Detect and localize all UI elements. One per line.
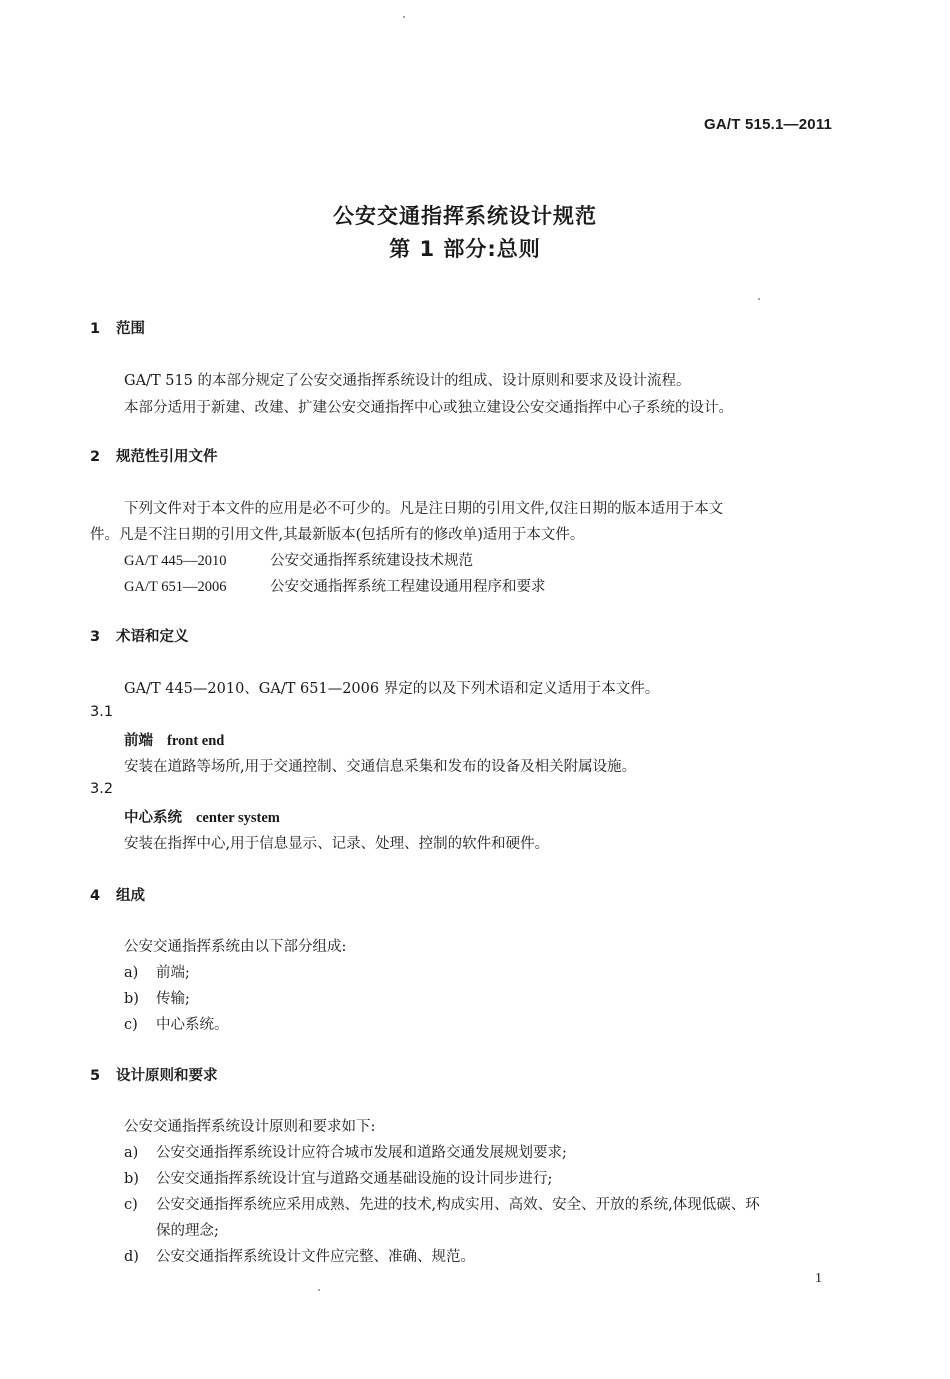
section-heading (90, 317, 145, 338)
list-item (124, 987, 190, 1008)
term-title (124, 729, 224, 750)
list-marker: d) (124, 1249, 139, 1265)
list-text: 公安交通指挥系统设计文件应完整、准确、规范。 (156, 1249, 475, 1265)
term-en: front end (167, 733, 225, 749)
term-zh: 中心系统 (124, 809, 182, 826)
term-definition: 安装在道路等场所,用于交通控制、交通信息采集和发布的设备及相关附属设施。 (124, 759, 637, 775)
paragraph: 本部分适用于新建、改建、扩建公安交通指挥中心或独立建设公安交通指挥中心子系统的设计。 (124, 400, 733, 416)
list-marker: a) (124, 1145, 139, 1161)
section-title: 设计原则和要求 (116, 1068, 218, 1084)
paragraph: 公安交通指挥系统设计原则和要求如下: (124, 1119, 376, 1135)
section-title: 范围 (116, 321, 145, 337)
list-item (124, 1141, 567, 1162)
paragraph: 公安交通指挥系统由以下部分组成: (124, 939, 347, 955)
list-item (124, 1193, 760, 1214)
paragraph: GA/T 445—2010、GA/T 651—2006 界定的以及下列术语和定义适用于本文件。 (124, 681, 660, 697)
section-heading (90, 884, 145, 905)
section-number: 1 (90, 321, 101, 337)
paragraph: GA/T 515 的本部分规定了公安交通指挥系统设计的组成、设计原则和要求及设计流程。 (124, 373, 691, 389)
term-number: 3.2 (90, 781, 114, 797)
list-item (124, 1167, 552, 1188)
list-text: 中心系统。 (156, 1017, 229, 1033)
scan-speck (403, 16, 405, 18)
list-marker: c) (124, 1017, 138, 1033)
list-item (124, 1245, 475, 1266)
standard-number: GA/T 515.1—2011 (704, 116, 833, 133)
list-text: 前端; (156, 965, 190, 981)
scan-speck (758, 298, 760, 300)
list-text: 公安交通指挥系统应采用成熟、先进的技术,构成实用、高效、安全、开放的系统,体现低碳、环 (156, 1197, 760, 1213)
reference-code: GA/T 445—2010 (124, 553, 227, 569)
list-marker: a) (124, 965, 139, 981)
list-text: 公安交通指挥系统设计宜与道路交通基础设施的设计同步进行; (156, 1171, 553, 1187)
section-title: 组成 (116, 888, 145, 904)
list-item (124, 1013, 229, 1034)
paragraph-continuation: 件。凡是不注日期的引用文件,其最新版本(包括所有的修改单)适用于本文件。 (90, 527, 585, 543)
page-number: 1 (815, 1271, 822, 1286)
document-title: 公安交通指挥系统设计规范 (333, 204, 597, 228)
section-title: 术语和定义 (116, 629, 189, 645)
list-item-continuation: 保的理念; (156, 1223, 219, 1239)
reference-title: 公安交通指挥系统建设技术规范 (270, 553, 473, 569)
term-definition: 安装在指挥中心,用于信息显示、记录、处理、控制的软件和硬件。 (124, 836, 550, 852)
reference-item (124, 575, 546, 596)
list-marker: b) (124, 991, 139, 1007)
section-number: 5 (90, 1068, 101, 1084)
scan-speck (318, 1289, 320, 1291)
section-number: 3 (90, 629, 101, 645)
term-zh: 前端 (124, 732, 153, 749)
section-heading (90, 1064, 218, 1085)
reference-title: 公安交通指挥系统工程建设通用程序和要求 (270, 579, 546, 595)
list-marker: b) (124, 1171, 139, 1187)
reference-code: GA/T 651—2006 (124, 579, 227, 595)
paragraph: 下列文件对于本文件的应用是必不可少的。凡是注日期的引用文件,仅注日期的版本适用于本文 (124, 501, 724, 517)
list-marker: c) (124, 1197, 138, 1213)
reference-item (124, 549, 473, 570)
section-title: 规范性引用文件 (116, 449, 218, 465)
term-number: 3.1 (90, 704, 114, 720)
list-item (124, 961, 190, 982)
term-title (124, 806, 280, 827)
section-number: 2 (90, 449, 101, 465)
list-text: 公安交通指挥系统设计应符合城市发展和道路交通发展规划要求; (156, 1145, 567, 1161)
section-number: 4 (90, 888, 101, 904)
section-heading (90, 625, 189, 646)
section-heading (90, 445, 218, 466)
list-text: 传输; (156, 991, 190, 1007)
term-en: center system (196, 810, 280, 826)
document-subtitle: 第 1 部分:总则 (389, 237, 541, 261)
